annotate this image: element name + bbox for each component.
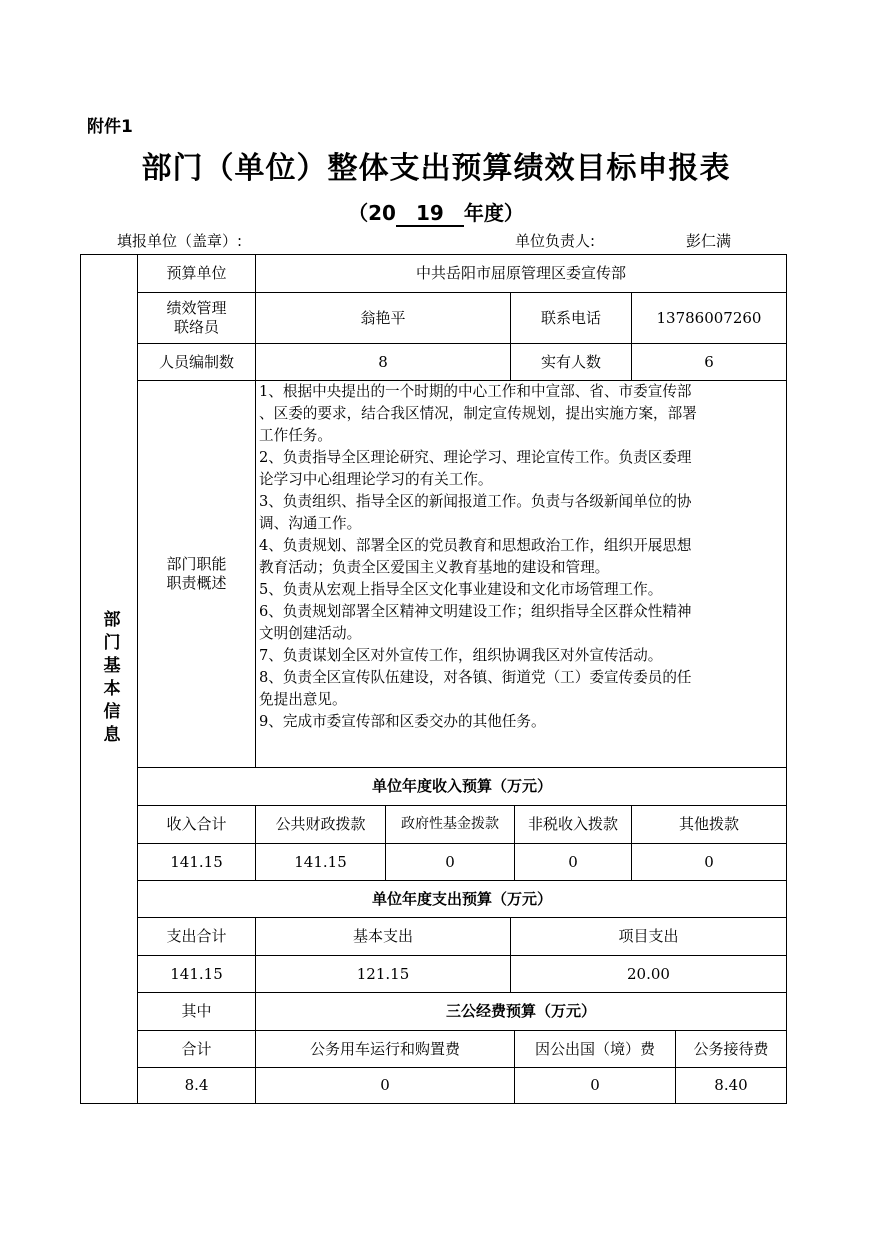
liaison-label-line2: 联络员 [173, 318, 219, 336]
expense-value-project: 20.00 [627, 964, 670, 983]
duty-line: 教育活动；负责全区爱国主义教育基地的建设和管理。 [259, 559, 610, 576]
duty-line: 6、负责规划部署全区精神文明建设工作；组织指导全区群众性精神 [259, 603, 692, 620]
duty-line: 调、沟通工作。 [259, 515, 362, 532]
staff-quota-value: 8 [378, 352, 388, 371]
duty-line: 7、负责谋划全区对外宣传工作，组织协调我区对外宣传活动。 [259, 647, 663, 664]
duty-line: 2、负责指导全区理论研究、理论学习、理论宣传工作。负责区委理 [259, 449, 692, 466]
liaison-label-line1: 绩效管理 [166, 299, 227, 317]
three-public-value-reception: 8.40 [714, 1076, 748, 1094]
liaison-name: 翁艳平 [360, 308, 406, 327]
income-header-total: 收入合计 [166, 815, 227, 833]
three-public-header-vehicle: 公务用车运行和购置费 [309, 1039, 460, 1058]
income-value-fund: 0 [445, 852, 455, 871]
three-public-header-reception: 公务接待费 [693, 1039, 769, 1058]
income-value-nontax: 0 [568, 852, 578, 871]
income-value-other: 0 [704, 852, 714, 871]
section-label-basic-info: 部门基本信息 [99, 610, 120, 748]
phone-value: 13786007260 [656, 308, 762, 327]
duty-line: 9、完成市委宣传部和区委交办的其他任务。 [259, 713, 546, 730]
income-header-other: 其他拨款 [678, 815, 739, 833]
three-public-header-abroad: 因公出国（境）费 [534, 1039, 655, 1058]
three-public-value-total: 8.4 [184, 1076, 209, 1094]
duty-line: 3、负责组织、指导全区的新闻报道工作。负责与各级新闻单位的协 [259, 493, 692, 510]
income-header-public: 公共财政拨款 [275, 815, 366, 833]
expense-header-basic: 基本支出 [352, 927, 413, 945]
three-public-header-total: 合计 [181, 1039, 212, 1058]
actual-staff-label: 实有人数 [540, 352, 601, 371]
year-line [0, 197, 872, 227]
responsible-label: 单位负责人: [515, 232, 596, 250]
duty-line: 8、负责全区宣传队伍建设，对各镇、街道党（工）委宣传委员的任 [259, 669, 692, 686]
year-prefix: （20 [348, 201, 396, 225]
responsible-name: 彭仁满 [686, 232, 732, 250]
duty-line: 1、根据中央提出的一个时期的中心工作和中宣部、省、市委宣传部 [259, 383, 692, 400]
fill-unit-label: 填报单位（盖章）: [117, 232, 243, 250]
table-border-bottom [80, 1103, 787, 1104]
liaison-label [138, 293, 255, 343]
budget-unit-label: 预算单位 [166, 264, 227, 282]
expense-value-total: 141.15 [170, 964, 223, 983]
three-public-heading: 三公经费预算（万元） [445, 1002, 596, 1020]
duties-label-line1: 部门职能 [166, 555, 227, 573]
expense-heading: 单位年度支出预算（万元） [371, 889, 552, 908]
duty-line: 文明创建活动。 [259, 625, 362, 642]
year-suffix: 年度） [463, 201, 524, 225]
income-header-fund: 政府性基金拨款 [401, 816, 499, 832]
duty-line: 论学习中心组理论学习的有关工作。 [259, 471, 493, 488]
budget-unit-value: 中共岳阳市屈原管理区委宣传部 [415, 264, 626, 282]
duties-label [138, 381, 255, 767]
staff-quota-label: 人员编制数 [158, 352, 234, 371]
income-value-total: 141.15 [170, 852, 223, 871]
expense-header-total: 支出合计 [166, 927, 227, 945]
three-public-value-vehicle: 0 [380, 1076, 390, 1094]
income-value-public: 141.15 [294, 852, 347, 871]
table-border-right [786, 254, 787, 1104]
three-public-value-abroad: 0 [590, 1076, 600, 1094]
expense-header-project: 项目支出 [618, 927, 679, 945]
income-heading: 单位年度收入预算（万元） [371, 777, 552, 795]
duties-label-line2: 职责概述 [166, 574, 227, 592]
duty-line: 免提出意见。 [259, 691, 347, 708]
income-header-nontax: 非税收入拨款 [527, 815, 618, 833]
duty-line: 5、负责从宏观上指导全区文化事业建设和文化市场管理工作。 [259, 581, 663, 598]
attachment-label: 附件1 [87, 117, 133, 137]
expense-value-basic: 121.15 [356, 964, 410, 983]
year-value: 19 [396, 201, 464, 227]
phone-label: 联系电话 [540, 308, 601, 327]
duty-line: 、区委的要求，结合我区情况，制定宣传规划，提出实施方案，部署 [259, 405, 697, 422]
of-which-label: 其中 [181, 1002, 212, 1020]
duties-text [257, 381, 785, 765]
duty-line: 工作任务。 [259, 427, 332, 444]
actual-staff-value: 6 [704, 352, 714, 371]
duty-line: 4、负责规划、部署全区的党员教育和思想政治工作，组织开展思想 [259, 537, 692, 554]
page-title: 部门（单位）整体支出预算绩效目标申报表 [141, 151, 731, 186]
